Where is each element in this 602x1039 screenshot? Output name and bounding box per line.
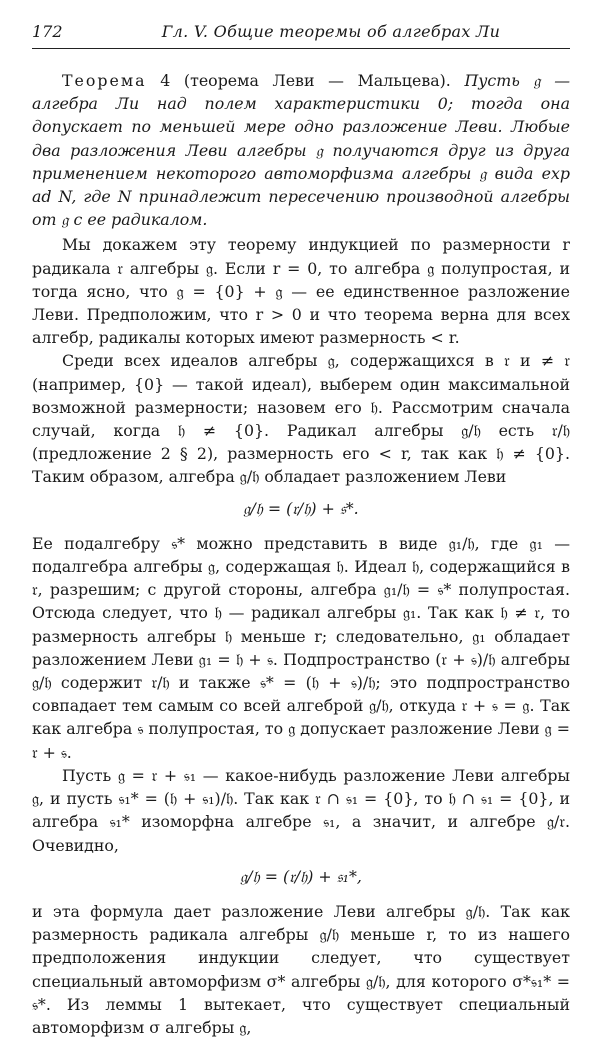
proof-paragraph: Ее подалгебру 𝔰* можно представить в виде 𝔤₁/𝔥, где 𝔤₁ — подалгебра алгебры 𝔤, содержащая 𝔥. Идеал 𝔥, содержащийся в 𝔯, разрешим; с другой стороны, алгебра 𝔤₁/𝔥 = 𝔰* полупростая. Отсюда следует, что 𝔥 — радикал алгебры 𝔤₁. Так как 𝔥 ≠ 𝔯, то размерность алгебры 𝔥 меньше r; следовательно, 𝔤₁ обладает разложением Леви 𝔤₁ = 𝔥 + 𝔰. Подпространство (𝔯 + 𝔰)/𝔥 алгебры 𝔤/𝔥 содержит 𝔯/𝔥 и также 𝔰* = (𝔥 + 𝔰)/𝔥; это подпространство совпадает тем самым со всей алгеброй 𝔤/𝔥, откуда 𝔯 + 𝔰 = 𝔤. Так как алгебра 𝔰 полупростая, то 𝔤 допускает разложение Леви 𝔤 = 𝔯 + 𝔰. bbox=[32, 533, 570, 762]
proof-paragraph: Пусть 𝔤 = 𝔯 + 𝔰₁ — какое-нибудь разложение Леви алгебры 𝔤, и пусть 𝔰₁* = (𝔥 + 𝔰₁)/𝔥. Так как 𝔯 ∩ 𝔰₁ = {0}, то 𝔥 ∩ 𝔰₁ = {0}, и алгебра 𝔰₁* изоморфна алгебре 𝔰₁, а значит, и алгебре 𝔤/𝔯. Очевидно, bbox=[32, 765, 570, 855]
theorem-text: Пусть 𝔤 — алгебра Ли над полем характеристики 0; тогда она допускает по меньшей мере одно разложение Леви. Любые два разложения Леви алгебры 𝔤 получаются друг из друга применением некоторого автоморфизма алгебры 𝔤 вида exp ad N, где N принадлежит пересечению производной алгебры от 𝔤 с ее радикалом. bbox=[32, 71, 570, 230]
theorem-lead: 4 (теорема Леви — Мальцева). bbox=[146, 71, 465, 90]
page-number: 172 bbox=[32, 22, 63, 41]
display-formula: 𝔤/𝔥 = (𝔯/𝔥) + 𝔰₁*, bbox=[240, 866, 362, 886]
page-body bbox=[32, 69, 570, 1039]
running-header bbox=[32, 22, 570, 49]
theorem-statement bbox=[32, 69, 570, 231]
proof-paragraph: и эта формула дает разложение Леви алгебры 𝔤/𝔥. Так как размерность радикала алгебры 𝔤/𝔥 меньше r, то из нашего предположения индукции следует, что существует специальный автоморфизм σ* алгебры 𝔤/𝔥, для которого σ*𝔰₁* = 𝔰*. Из леммы 1 вытекает, что существует специальный автоморфизм σ алгебры 𝔤, bbox=[32, 901, 570, 1037]
display-formula: 𝔤/𝔥 = (𝔯/𝔥) + 𝔰*. bbox=[243, 498, 359, 518]
proof-paragraph: Мы докажем эту теорему индукцией по размерности r радикала 𝔯 алгебры 𝔤. Если r = 0, то алгебра 𝔤 полупростая, и тогда ясно, что 𝔤 = {0} + 𝔤 — ее единственное разложение Леви. Предположим, что r > 0 и что теорема верна для всех алгебр, радикалы которых имеют размерность < r. bbox=[32, 235, 570, 348]
book-page bbox=[32, 22, 570, 1039]
running-title: Гл. V. Общие теоремы об алгебрах Ли bbox=[161, 22, 501, 41]
theorem-label: Теорема bbox=[62, 71, 147, 90]
proof-paragraph: Среди всех идеалов алгебры 𝔤, содержащихся в 𝔯 и ≠ 𝔯 (например, {0} — такой идеал), выберем один максимальной возможной размерности; назовем его 𝔥. Рассмотрим сначала случай, когда 𝔥 ≠ {0}. Радикал алгебры 𝔤/𝔥 есть 𝔯/𝔥 (предложение 2 § 2), размерность его < r, так как 𝔥 ≠ {0}. Таким образом, алгебра 𝔤/𝔥 обладает разложением Леви bbox=[32, 351, 570, 487]
